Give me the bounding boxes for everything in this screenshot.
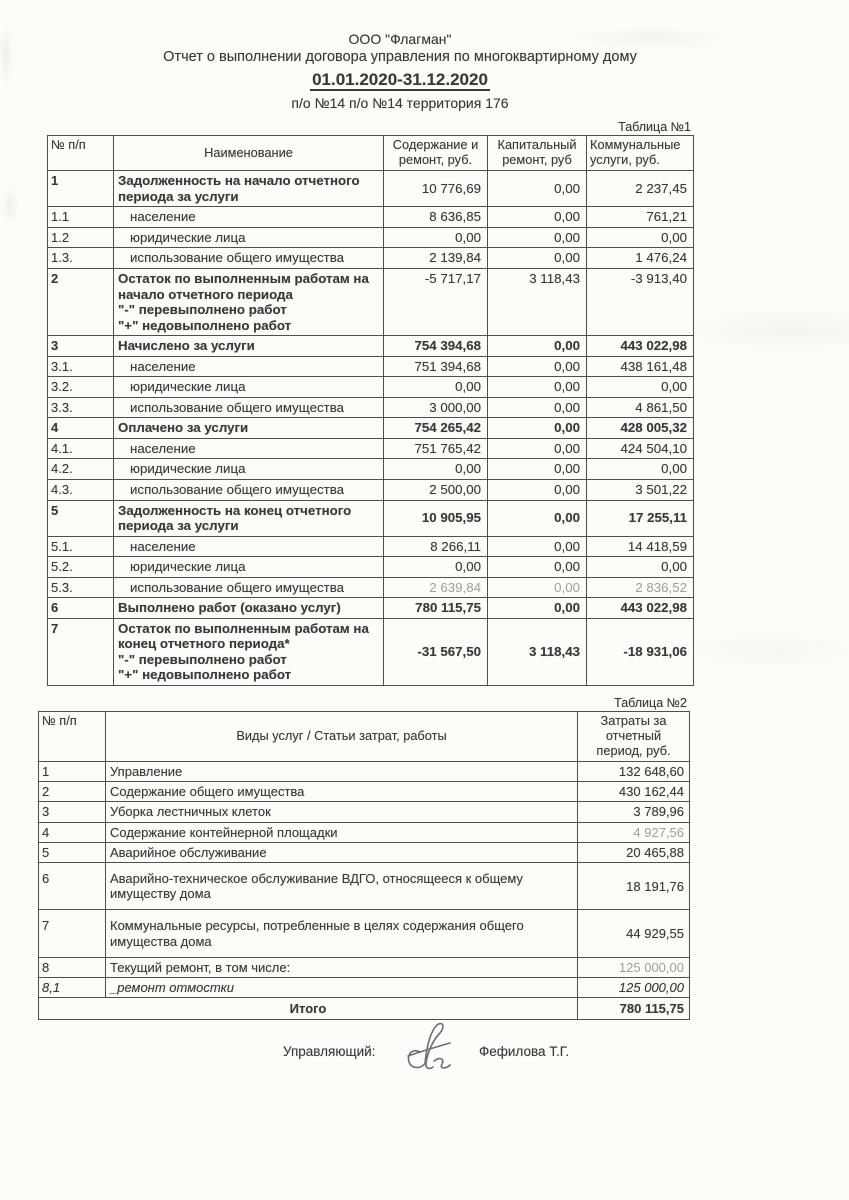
cost-value: 44 929,55 [578, 910, 690, 957]
value-capital-repair: 0,00 [488, 598, 587, 619]
cost-value: 132 648,60 [578, 761, 690, 781]
value-maintenance: -31 567,50 [384, 618, 488, 685]
row-number: 4.2. [48, 459, 114, 480]
value-maintenance: 3 000,00 [384, 397, 488, 418]
value-utilities: 438 161,48 [587, 356, 694, 377]
table1-row [48, 356, 694, 377]
row-name: юридические лица [114, 459, 384, 480]
row-name: юридические лица [114, 377, 384, 398]
row-name: Задолженность на конец отчетного периода за услуги [114, 500, 384, 536]
table2-header-row [39, 712, 690, 762]
value-capital-repair: 0,00 [488, 438, 587, 459]
table1-header-utilities: Коммунальные услуги, руб. [587, 136, 694, 171]
value-capital-repair: 3 118,43 [488, 268, 587, 335]
cost-value: 4 927,56 [578, 822, 690, 842]
table1-row [48, 536, 694, 557]
row-name: использование общего имущества [114, 480, 384, 501]
value-capital-repair: 0,00 [488, 577, 587, 598]
row-number: 6 [39, 862, 106, 909]
value-capital-repair: 0,00 [488, 227, 587, 248]
value-utilities: 761,21 [587, 207, 694, 228]
table1-row [48, 268, 694, 335]
table2-total-label: Итого [39, 998, 578, 1020]
value-maintenance: 754 265,42 [384, 418, 488, 439]
report-period-text: 01.01.2020-31.12.2020 [312, 70, 488, 90]
service-name: _ремонт отмостки [106, 977, 578, 997]
row-name: юридические лица [114, 557, 384, 578]
service-name: Аварийное обслуживание [106, 842, 578, 862]
value-maintenance: 0,00 [384, 227, 488, 248]
value-capital-repair: 0,00 [488, 248, 587, 269]
row-number: 3 [48, 336, 114, 357]
table1-header-maintenance: Содержание и ремонт, руб. [384, 136, 488, 171]
value-utilities: 2 237,45 [587, 171, 694, 207]
row-name: Оплачено за услуги [114, 418, 384, 439]
table1-row [48, 438, 694, 459]
value-capital-repair: 0,00 [488, 207, 587, 228]
cost-value: 20 465,88 [578, 842, 690, 862]
row-number: 3.1. [48, 356, 114, 377]
table1-row [48, 171, 694, 207]
report-period [20, 69, 780, 91]
service-name: Аварийно-техническое обслуживание ВДГО, относящееся к общему имуществу дома [106, 862, 578, 909]
value-maintenance: -5 717,17 [384, 268, 488, 335]
value-maintenance: 2 500,00 [384, 480, 488, 501]
value-capital-repair: 0,00 [488, 171, 587, 207]
row-number: 5.1. [48, 536, 114, 557]
row-number: 8 [39, 957, 106, 977]
row-number: 3.2. [48, 377, 114, 398]
table2-row [39, 822, 690, 842]
value-capital-repair: 0,00 [488, 418, 587, 439]
table2-row [39, 977, 690, 997]
row-name: Остаток по выполненным работам на начало отчетного периода "-" перевыполнено работ "+" недовыполнено работ [114, 268, 384, 335]
table2-caption: Таблица №2 [614, 696, 687, 711]
table2-section [38, 696, 689, 1020]
value-maintenance: 2 139,84 [384, 248, 488, 269]
cost-value: 125 000,00 [578, 977, 690, 997]
row-number: 1.3. [48, 248, 114, 269]
report-territory: п/о №14 п/о №14 территория 176 [291, 95, 509, 112]
table1-row [48, 500, 694, 536]
value-utilities: 17 255,11 [587, 500, 694, 536]
row-number: 5 [39, 842, 106, 862]
row-number: 4 [39, 822, 106, 842]
value-capital-repair: 0,00 [488, 377, 587, 398]
row-name: использование общего имущества [114, 248, 384, 269]
table2-costs [38, 711, 690, 1020]
row-name: население [114, 356, 384, 377]
cost-value: 18 191,76 [578, 862, 690, 909]
value-capital-repair: 0,00 [488, 459, 587, 480]
table1-header-row [48, 136, 694, 171]
value-utilities: 2 836,52 [587, 577, 694, 598]
value-utilities: 424 504,10 [587, 438, 694, 459]
table1-row [48, 618, 694, 685]
value-utilities: 0,00 [587, 557, 694, 578]
value-utilities: 14 418,59 [587, 536, 694, 557]
row-name: Начислено за услуги [114, 336, 384, 357]
value-utilities: -18 931,06 [587, 618, 694, 685]
value-capital-repair: 0,00 [488, 500, 587, 536]
table1-row [48, 336, 694, 357]
table1-services-summary [47, 135, 694, 686]
signature-icon [398, 1014, 460, 1076]
row-number: 7 [39, 910, 106, 957]
value-utilities: 0,00 [587, 377, 694, 398]
value-capital-repair: 0,00 [488, 536, 587, 557]
service-name: Содержание общего имущества [106, 782, 578, 802]
value-utilities: 0,00 [587, 227, 694, 248]
row-number: 1 [39, 761, 106, 781]
table2-row [39, 842, 690, 862]
table1-header-num: № п/п [48, 136, 114, 171]
row-number: 1.1 [48, 207, 114, 228]
table1-row [48, 418, 694, 439]
value-maintenance: 780 115,75 [384, 598, 488, 619]
organization-name: ООО "Флагман" [348, 31, 452, 47]
row-number: 4.3. [48, 480, 114, 501]
table2-total-row [39, 998, 690, 1020]
row-number: 3.3. [48, 397, 114, 418]
table2-row [39, 802, 690, 822]
row-name: Выполнено работ (оказано услуг) [114, 598, 384, 619]
value-capital-repair: 0,00 [488, 557, 587, 578]
value-maintenance: 2 639,84 [384, 577, 488, 598]
table1-header-name: Наименование [114, 136, 384, 171]
value-maintenance: 754 394,68 [384, 336, 488, 357]
row-number: 4.1. [48, 438, 114, 459]
row-number: 6 [48, 598, 114, 619]
cost-value: 3 789,96 [578, 802, 690, 822]
value-capital-repair: 0,00 [488, 336, 587, 357]
value-utilities: 443 022,98 [587, 598, 694, 619]
row-name: использование общего имущества [114, 577, 384, 598]
table1-row [48, 248, 694, 269]
table1-row [48, 459, 694, 480]
row-number: 5.3. [48, 577, 114, 598]
value-maintenance: 10 776,69 [384, 171, 488, 207]
table1-row [48, 207, 694, 228]
service-name: Уборка лестничных клеток [106, 802, 578, 822]
table2-header-num: № п/п [39, 712, 106, 762]
table2-header-costs: Затраты за отчетный период, руб. [578, 712, 690, 762]
row-name: Задолженность на начало отчетного периода за услуги [114, 171, 384, 207]
table2-header-name: Виды услуг / Статьи затрат, работы [106, 712, 578, 762]
cost-value: 125 000,00 [578, 957, 690, 977]
table1-row [48, 557, 694, 578]
row-number: 1.2 [48, 227, 114, 248]
row-number: 5 [48, 500, 114, 536]
table1-row [48, 480, 694, 501]
service-name: Управление [106, 761, 578, 781]
table1-body [48, 171, 694, 686]
value-maintenance: 10 905,95 [384, 500, 488, 536]
value-capital-repair: 3 118,43 [488, 618, 587, 685]
value-utilities: 0,00 [587, 459, 694, 480]
manager-name: Фефилова Т.Г. [479, 1044, 570, 1060]
value-maintenance: 751 765,42 [384, 438, 488, 459]
row-name: юридические лица [114, 227, 384, 248]
value-utilities: -3 913,40 [587, 268, 694, 335]
value-utilities: 3 501,22 [587, 480, 694, 501]
row-name: население [114, 438, 384, 459]
service-name: Содержание контейнерной площадки [106, 822, 578, 842]
row-number: 3 [39, 802, 106, 822]
value-capital-repair: 0,00 [488, 480, 587, 501]
signature-block [0, 1026, 849, 1106]
table2-row [39, 782, 690, 802]
manager-label: Управляющий: [283, 1044, 376, 1060]
value-maintenance: 8 266,11 [384, 536, 488, 557]
table1-row [48, 397, 694, 418]
table1-row [48, 577, 694, 598]
table2-row [39, 910, 690, 957]
row-number: 7 [48, 618, 114, 685]
row-number: 2 [48, 268, 114, 335]
value-maintenance: 0,00 [384, 377, 488, 398]
value-utilities: 443 022,98 [587, 336, 694, 357]
row-number: 1 [48, 171, 114, 207]
service-name: Коммунальные ресурсы, потребленные в целях содержания общего имущества дома [106, 910, 578, 957]
value-utilities: 4 861,50 [587, 397, 694, 418]
table2-row [39, 761, 690, 781]
table2-row [39, 957, 690, 977]
report-title: Отчет о выполнении договора управления по многоквартирному дому [163, 49, 637, 66]
table2-row [39, 862, 690, 909]
value-utilities: 428 005,32 [587, 418, 694, 439]
row-name: использование общего имущества [114, 397, 384, 418]
row-name: население [114, 536, 384, 557]
service-name: Текущий ремонт, в том числе: [106, 957, 578, 977]
row-name: население [114, 207, 384, 228]
row-number: 4 [48, 418, 114, 439]
row-number: 2 [39, 782, 106, 802]
row-number: 5.2. [48, 557, 114, 578]
table1-caption: Таблица №1 [618, 120, 691, 135]
table1-header-capital-repair: Капитальный ремонт, руб [488, 136, 587, 171]
table2-total-value: 780 115,75 [578, 998, 690, 1020]
table2-body [39, 761, 690, 997]
value-capital-repair: 0,00 [488, 356, 587, 377]
value-maintenance: 0,00 [384, 459, 488, 480]
table1-section [47, 120, 693, 686]
table1-row [48, 598, 694, 619]
value-maintenance: 8 636,85 [384, 207, 488, 228]
table1-row [48, 377, 694, 398]
row-name: Остаток по выполненным работам на конец отчетного периода* "-" перевыполнено работ "+" недовыполнено работ [114, 618, 384, 685]
row-number: 8,1 [39, 977, 106, 997]
document-header [20, 0, 780, 112]
value-utilities: 1 476,24 [587, 248, 694, 269]
value-maintenance: 751 394,68 [384, 356, 488, 377]
value-maintenance: 0,00 [384, 557, 488, 578]
cost-value: 430 162,44 [578, 782, 690, 802]
table1-row [48, 227, 694, 248]
value-capital-repair: 0,00 [488, 397, 587, 418]
